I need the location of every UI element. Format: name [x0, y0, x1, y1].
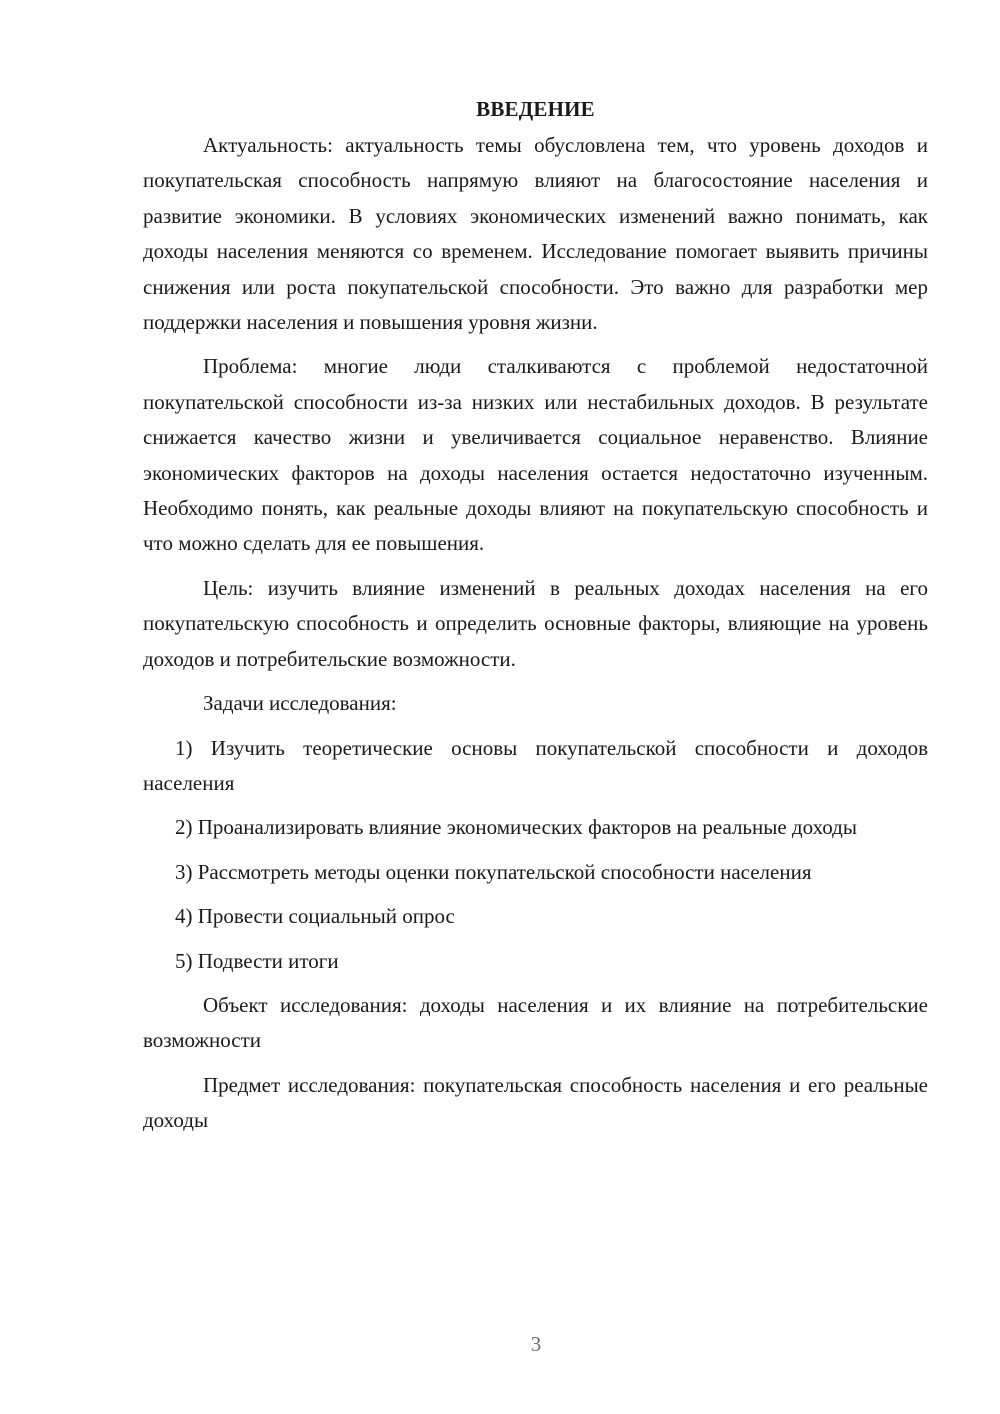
page-title: ВВЕДЕНИЕ — [476, 97, 595, 121]
document-page — [143, 92, 928, 1139]
paragraph-subject: Предмет исследования: покупательская способность населения и его реальные доходы — [143, 1072, 928, 1133]
tasks-heading: Задачи исследования: — [203, 691, 397, 716]
page-number: 3 — [530, 1332, 542, 1356]
paragraph-problem: Проблема: многие люди сталкиваются с проблемой недостаточной покупательской способности из-за низких или нестабильных доходов. В результате снижается качество жизни и увеличивается социальное неравенство. Влияние экономических факторов на доходы населения остается недостаточно изученным. Необходимо понять, как реальные доходы влияют на покупательскую способность и что можно сделать для ее повышения. — [143, 354, 928, 556]
list-item: 1) Изучить теоретические основы покупательской способности и доходов населения — [143, 735, 928, 795]
paragraph-object: Объект исследования: доходы населения и их влияние на потребительские возможности — [143, 992, 928, 1053]
paragraph-goal: Цель: изучить влияние изменений в реальных доходах населения на его покупательскую способность и определить основные факторы, влияющие на уровень доходов и потребительские возможности. — [143, 575, 928, 671]
list-item: 4) Провести социальный опрос — [175, 904, 455, 929]
list-item: 5) Подвести итоги — [175, 948, 339, 973]
list-item: 3) Рассмотреть методы оценки покупательской способности населения — [175, 859, 812, 884]
tasks-list — [143, 731, 928, 979]
paragraph-relevance: Актуальность: актуальность темы обусловлена тем, что уровень доходов и покупательская способность напрямую влияют на благосостояние населения и развитие экономики. В условиях экономических изменений важно понимать, как доходы населения меняются со временем. Исследование помогает выявить причины снижения или роста покупательской способности. Это важно для разработки мер поддержки населения и повышения уровня жизни. — [143, 133, 928, 335]
list-item: 2) Проанализировать влияние экономических факторов на реальные доходы — [175, 815, 857, 840]
